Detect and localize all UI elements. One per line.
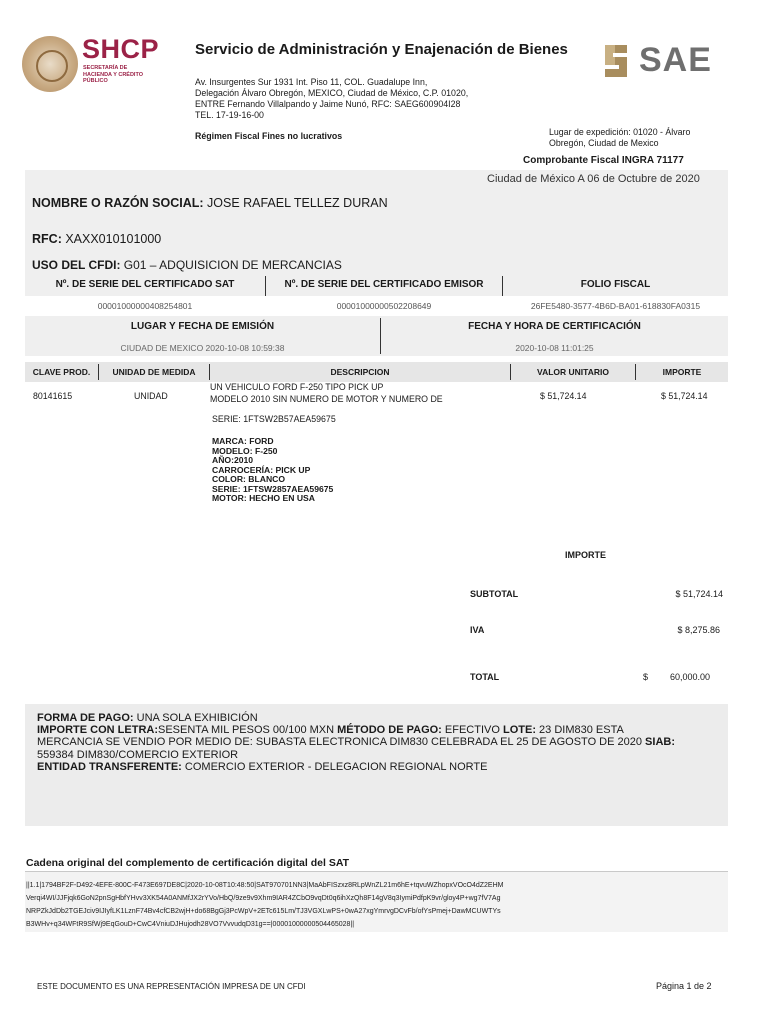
spec-line: COLOR: BLANCO <box>212 474 286 484</box>
serie-sat-label: Nº. DE SERIE DEL CERTIFICADO SAT <box>55 279 235 290</box>
rfc-value: XAXX010101000 <box>61 232 162 246</box>
spec-line: MODELO: F-250 <box>212 445 278 456</box>
entidad-label: ENTIDAD TRANSFERENTE: <box>37 760 182 773</box>
address-line: TEL. 17-19-16-00 <box>195 110 264 120</box>
th-importe: IMPORTE <box>662 367 702 377</box>
entidad-value: COMERCIO EXTERIOR - DELEGACION REGIONAL NORTE <box>181 760 488 773</box>
address-line: ENTRE Fernando Villalpando y Jaime Nunó, RFC: SAEG600904I28 <box>195 99 461 109</box>
issuer-name: Servicio de Administración y Enajenación de Bienes <box>195 41 568 58</box>
cell-unidad: UNIDAD <box>134 391 168 401</box>
desc-line: MODELO 2010 SIN NUMERO DE MOTOR Y NUMERO DE <box>210 393 443 404</box>
shcp-logo-text: SHCP <box>82 34 160 64</box>
footer-disclaimer: ESTE DOCUMENTO ES UNA REPRESENTACIÓN IMPRESA DE UN CFDI <box>37 982 306 991</box>
serie-emisor-label: Nº. DE SERIE DEL CERTIFICADO EMISOR <box>284 279 484 290</box>
serie-sat-value: 00001000000408254801 <box>97 301 193 311</box>
forma-pago <box>37 712 677 724</box>
entidad-transferente <box>37 761 677 773</box>
total-value: 60,000.00 <box>669 672 710 682</box>
payment-details <box>37 712 677 773</box>
fecha-certificacion-label: FECHA Y HORA DE CERTIFICACIÓN <box>468 321 641 332</box>
uso-label: USO DEL CFDI: <box>32 258 121 272</box>
siab-value: 559384 DIM830/COMERCIO EXTERIOR <box>37 748 239 761</box>
th-clave: CLAVE PROD. <box>32 367 91 377</box>
comprobante-fiscal: Comprobante Fiscal INGRA 71177 <box>523 155 684 166</box>
th-valor-unitario: VALOR UNITARIO <box>537 367 609 377</box>
uso-value: G01 – ADQUISICION DE MERCANCIAS <box>120 258 342 272</box>
cadena-line: ||1.1|1794BF2F-D492-4EFE-800C-F473E697DE8C|2020-10-08T10:48:50|SAT970701NN3|MaAbFISzxz8RLpWnZL21m6hE+tqvuWZhopxVOcO4dZ2EHM <box>26 882 504 889</box>
lote-value: 23 DIM830 ESTA MERCANCIA SE VENDIO POR MEDIO DE: SUBASTA ELECTRONICA DIM830 CELEBRADA EL 25 DE AGOSTO DE 2020 <box>37 724 646 749</box>
importe-letra <box>37 724 677 761</box>
shcp-logo-subtitle: SECRETARÍA DE HACIENDA Y CRÉDITO PÚBLICO <box>83 65 144 84</box>
spec-line: AÑO:2010 <box>212 455 254 465</box>
shcp-seal-icon <box>22 36 78 92</box>
forma-label: FORMA DE PAGO: <box>37 712 134 724</box>
sae-logo-text: SAE <box>639 41 712 79</box>
cell-clave: 80141615 <box>33 391 73 401</box>
importe-letra-label: IMPORTE CON LETRA: <box>37 724 158 737</box>
cadena-line: B3WHv+q34WFtR9SfWj9EqGouD+CwC4VniuDJHujodh28VO7VvvudqD31g==|00001000000504465028|| <box>26 921 355 928</box>
nombre-label: NOMBRE O RAZÓN SOCIAL: <box>32 196 204 210</box>
th-descripcion: DESCRIPCION <box>330 367 390 377</box>
folio-fiscal-value: 26FE5480-3577-4B6D-BA01-618830FA0315 <box>530 301 701 311</box>
th-unidad: UNIDAD DE MEDIDA <box>112 367 196 377</box>
cadena-original <box>26 879 726 931</box>
spec-line: MARCA: FORD <box>212 436 274 446</box>
address-line: Av. Insurgentes Sur 1931 Int. Piso 11, COL. Guadalupe Inn, <box>195 77 428 87</box>
serie-emisor-value: 00001000000502208649 <box>336 301 432 311</box>
rfc-label: RFC: <box>32 232 62 246</box>
forma-value: UNA SOLA EXHIBICIÓN <box>133 712 258 724</box>
lugar-expedicion: Lugar de expedición: 01020 - Álvaro Obregón, Ciudad de Mexico <box>549 127 691 148</box>
lote-label: LOTE: <box>502 724 536 737</box>
lugar-fecha-label: LUGAR Y FECHA DE EMISIÓN <box>130 321 275 332</box>
cell-descripcion <box>210 382 490 426</box>
page-number: Página 1 de 2 <box>656 981 712 991</box>
iva-label: IVA <box>470 625 485 635</box>
spec-line: MOTOR: HECHO EN USA <box>212 493 315 503</box>
importe-letra-value: SESENTA MIL PESOS 00/100 MXN <box>158 724 338 737</box>
spec-line: CARROCERÍA: PICK UP <box>212 464 311 475</box>
total-currency: $ <box>643 672 649 682</box>
metodo-label: MÉTODO DE PAGO: <box>337 724 442 737</box>
receptor-rfc <box>32 232 161 246</box>
sae-logo-icon <box>601 43 631 79</box>
regimen-fiscal: Régimen Fiscal Fines no lucrativos <box>195 131 343 141</box>
issuer-address <box>195 77 525 121</box>
spec-line: SERIE: 1FTSW2857AEA59675 <box>212 483 334 494</box>
folio-fiscal-label: FOLIO FISCAL <box>580 279 651 290</box>
lugar-fecha-value: CIUDAD DE MEXICO 2020-10-08 10:59:38 <box>120 343 285 353</box>
vehicle-specs <box>212 437 333 504</box>
nombre-value: JOSE RAFAEL TELLEZ DURAN <box>203 196 388 210</box>
iva-value: $ 8,275.86 <box>677 625 720 635</box>
subtotal-label: SUBTOTAL <box>470 589 519 599</box>
cadena-line: NRPZkJdDb2TGEJciv9IJIyfLK1LznF74Bv4cfCB2wjH+do68BgGj3PcWpV+2ETc615Lm/TJ3VGXLwPS+0wA27xgYmrvgDCvFb/ofYsPmej+DawMCUWTYs <box>26 908 501 915</box>
receptor-nombre <box>32 196 388 210</box>
cadena-title: Cadena original del complemento de certificación digital del SAT <box>26 857 350 869</box>
cell-importe: $ 51,724.14 <box>661 391 708 401</box>
address-line: Delegación Álvaro Obregón, MEXICO, Ciudad de México, C.P. 01020, <box>195 88 469 98</box>
subtotal-value: $ 51,724.14 <box>675 589 723 599</box>
total-label: TOTAL <box>470 672 500 682</box>
totals-header: IMPORTE <box>565 550 607 560</box>
fecha-certificacion-value: 2020-10-08 11:01:25 <box>515 343 594 353</box>
ciudad-fecha: Ciudad de México A 06 de Octubre de 2020 <box>487 173 700 185</box>
siab-label: SIAB: <box>645 736 675 749</box>
desc-line: UN VEHICULO FORD F-250 TIPO PICK UP <box>210 382 384 392</box>
cell-valor-unitario: $ 51,724.14 <box>540 391 587 401</box>
desc-line: SERIE: 1FTSW2B57AEA59675 <box>212 414 336 424</box>
uso-cfdi <box>32 258 342 272</box>
cadena-line: Verqi4WI/JJFjqk6GoN2pnSgHbfYHvv3XK54A0ANMfJX2rYVo/HbQ/9ze9v9Xhm9IAR4ZCbO9vqDt0q6ihXzQh8F14gV8q3IymiPdfpK9vr/gloy4P+wg7fV7Ag <box>26 895 501 902</box>
metodo-value: EFECTIVO <box>441 724 503 737</box>
